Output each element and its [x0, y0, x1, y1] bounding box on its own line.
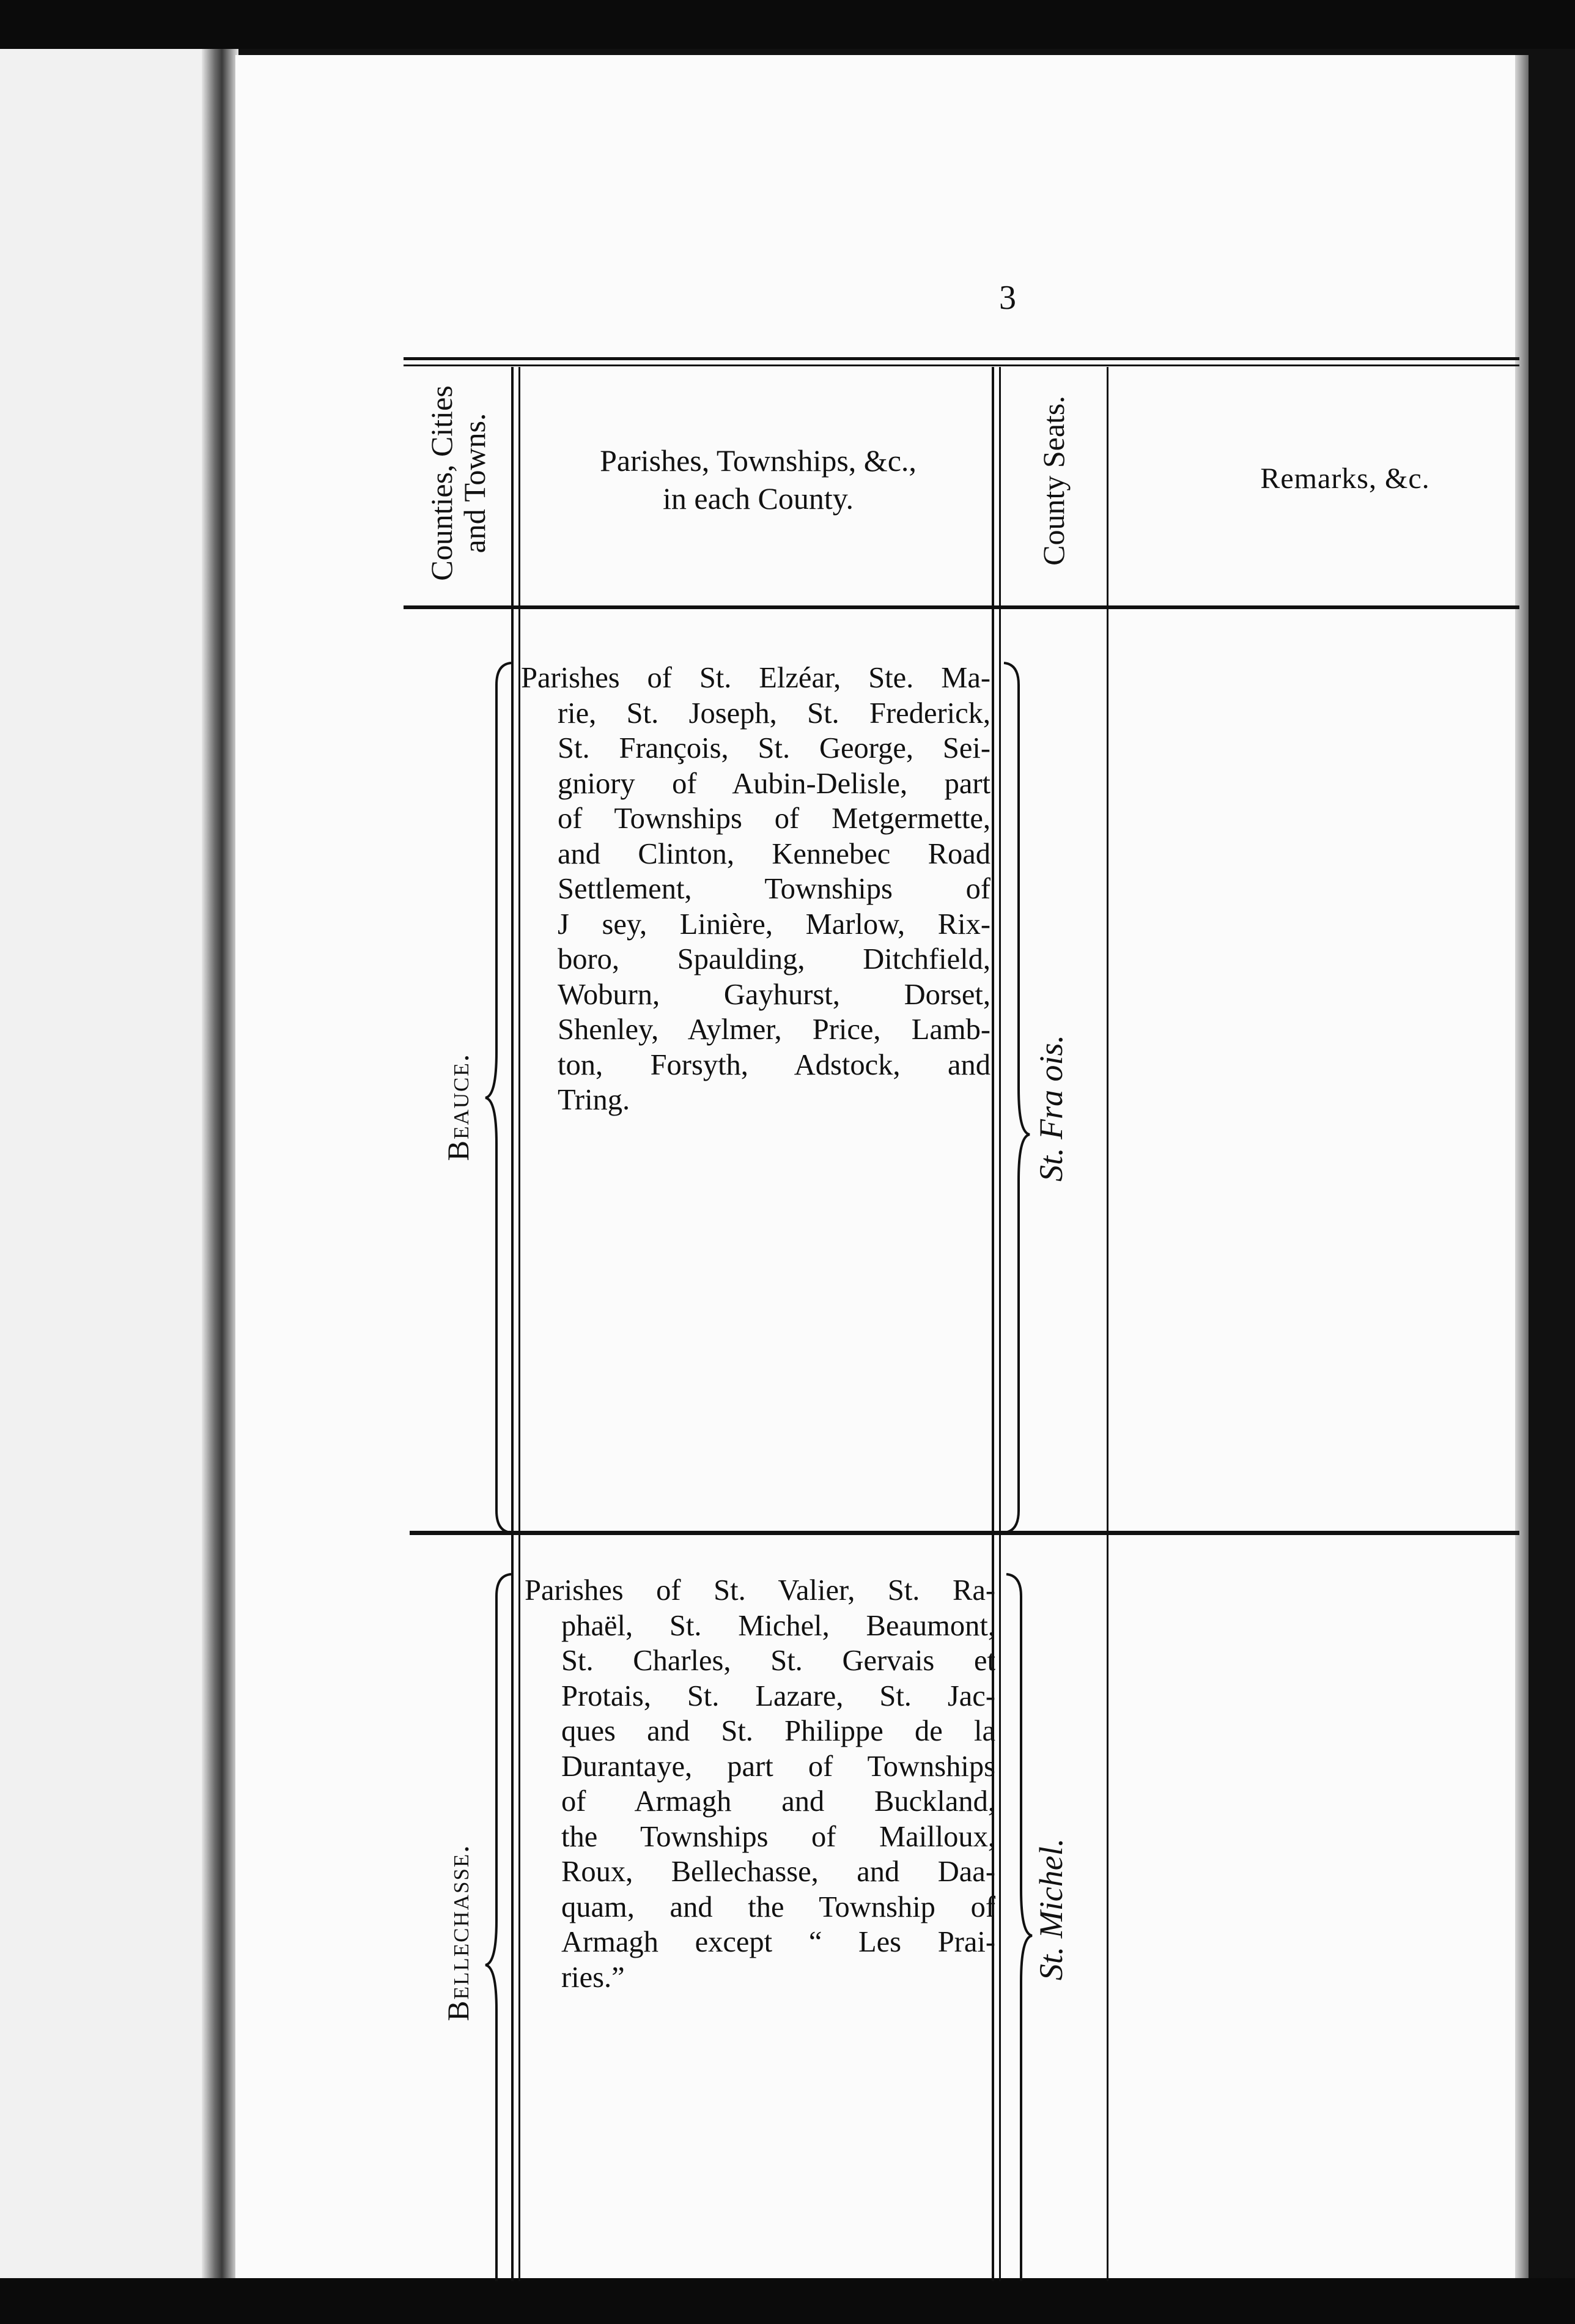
table-top-rule: [404, 357, 1519, 360]
header-remarks: [1204, 460, 1486, 498]
parish-line: of Armagh and Buckland,: [561, 1785, 995, 1818]
parishes-beauce: [521, 661, 990, 1118]
parish-line: of Townships of Metgermette,: [558, 802, 990, 835]
header-counties: [425, 367, 492, 599]
brace-beauce-left: [484, 661, 515, 1535]
parish-line: St. Charles, St. Gervais et: [561, 1645, 995, 1677]
parish-line: Settlement, Townships of: [558, 873, 990, 905]
scan-border-bottom: [0, 2278, 1575, 2324]
page-number: 3: [999, 279, 1016, 317]
facing-page: [0, 49, 208, 2281]
parish-line: and Clinton, Kennebec Road: [558, 837, 990, 870]
header-counties-text: Counties, Cities and Towns.: [424, 385, 492, 581]
header-parishes: [526, 442, 990, 517]
header-parishes-line2: in each County.: [663, 481, 854, 516]
parish-line: Woburn, Gayhurst, Dorset,: [558, 978, 990, 1011]
parish-line: Parishes of St. Valier, St. Ra-: [525, 1574, 995, 1607]
header-parishes-line1: Parishes, Townships, &c.,: [600, 443, 917, 478]
parish-line: Durantaye, part of Townships: [561, 1750, 995, 1783]
brace-bellechasse-right: [1003, 1572, 1033, 2281]
parish-line: Parishes of St. Elzéar, Ste. Ma-: [521, 662, 990, 694]
seat-bellechasse-label: St. Michel.: [1033, 1838, 1069, 1981]
brace-beauce-right: [1000, 661, 1031, 1535]
column-rule-1b: [518, 367, 520, 2281]
county-beauce: [440, 1021, 477, 1193]
seat-beauce-label: St. Fra ois.: [1033, 1034, 1069, 1182]
parish-line: phaël, St. Michel, Beaumont,: [561, 1609, 995, 1642]
parish-line: the Townships of Mailloux,: [561, 1820, 995, 1853]
header-remarks-text: Remarks, &c.: [1260, 462, 1430, 495]
brace-bellechasse-left: [484, 1572, 515, 2281]
parishes-bellechasse: [525, 1573, 995, 1995]
parish-line: J sey, Linière, Marlow, Rix-: [558, 908, 990, 941]
header-county-seats-text: County Seats.: [1036, 396, 1071, 566]
parish-line: ries.”: [561, 1961, 625, 1994]
parish-line: Tring.: [558, 1084, 630, 1116]
row-separator-rule: [410, 1531, 1519, 1535]
parish-line: rie, St. Joseph, St. Frederick,: [558, 697, 990, 730]
county-beauce-label: Beauce.: [441, 1053, 475, 1161]
parish-line: boro, Spaulding, Ditchfield,: [558, 943, 990, 975]
parish-line: Roux, Bellechasse, and Daa-: [561, 1856, 995, 1888]
book-gutter: [202, 49, 238, 2281]
parish-line: Armagh except “ Les Prai-: [561, 1926, 995, 1958]
header-county-seats: [1037, 389, 1071, 572]
parish-line: quam, and the Township of: [561, 1890, 995, 1923]
page-edge: [1515, 55, 1529, 2281]
parish-line: ton, Forsyth, Adstock, and: [558, 1048, 990, 1081]
seat-beauce: [1032, 1023, 1071, 1194]
column-rule-3: [1107, 367, 1108, 2281]
scan-border-top: [0, 0, 1575, 49]
parish-line: St. François, St. George, Sei-: [558, 732, 990, 764]
county-bellechasse: [440, 1829, 477, 2037]
parish-line: Protais, St. Lazare, St. Jac-: [561, 1679, 995, 1712]
seat-bellechasse: [1032, 1836, 1071, 1983]
parish-line: Shenley, Aylmer, Price, Lamb-: [558, 1013, 990, 1046]
county-bellechasse-label: Bellechasse.: [441, 1844, 475, 2021]
parish-line: gniory of Aubin-Delisle, part: [558, 767, 990, 800]
parish-line: ques and St. Philippe de la: [561, 1715, 995, 1747]
header-bottom-rule: [404, 605, 1519, 609]
table-top-rule-2: [404, 365, 1519, 366]
